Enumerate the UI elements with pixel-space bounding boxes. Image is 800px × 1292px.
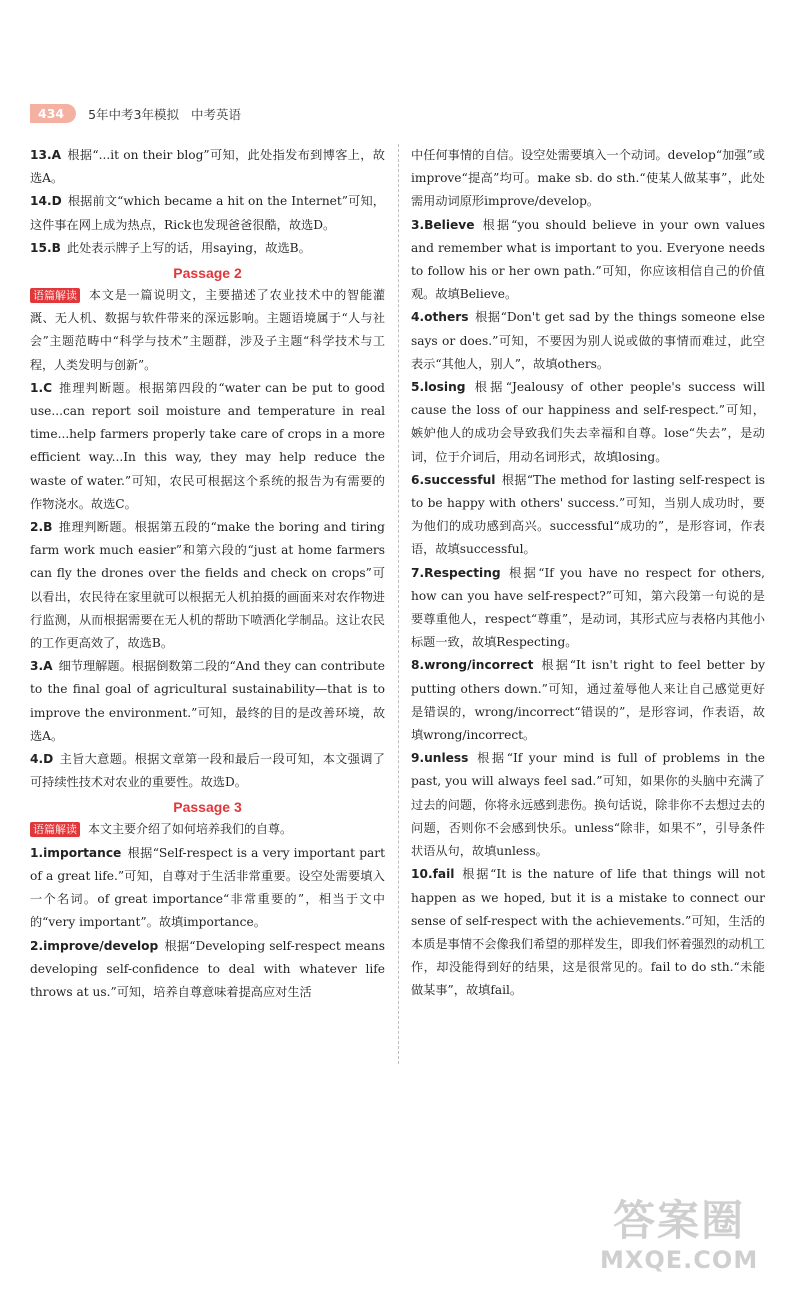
answer-item: 3.A 细节理解题。根据倒数第二段的“And they can contribute to the final goal of agricultural sustainability—that is to improve the environment.”可知，最终的目的是改善环境，故选A。 <box>30 659 385 743</box>
answer-item: 8.wrong/incorrect 根据“It isn't right to feel better by putting others down.”可知，通过羞辱他人来让自己感觉更好是错误的，wrong/incorrect“错误的”，是形容词，作表语，故填wrong/incorrect。 <box>411 658 765 743</box>
answer-item: 1.C 推理判断题。根据第四段的“water can be put to good use...can report soil moisture and temperature in real time...help farmers properly take care of crops in a more efficient way...In this way, they may help reduce the waste of water.”可知，农民可根据这个系统的报告为有需要的作物浇水。故选C。 <box>30 380 385 511</box>
passage-3-title: Passage 3 <box>173 799 242 816</box>
page-header <box>30 104 241 123</box>
reading-tag: 语篇解读 <box>30 288 80 303</box>
answer-item: 6.successful 根据“The method for lasting self-respect is to be happy with others' success.”可知，当别人成功时，要为他们的成功感到高兴。successful“成功的”，是形容词，作表语，故填successful。 <box>411 472 765 557</box>
page-number: 434 <box>30 104 76 123</box>
answer-item: 10.fail 根据“It is the nature of life that things will not happen as we hoped, but it is a mistake to connect our sense of self-respect with the achievements.”可知，生活的本质是事情不会像我们希望的那样发生，即我们怀着强烈的动机工作，却没能得到好的结果，这是很常见的。fail to do sth.“未能做某事”，故填fail。 <box>411 867 765 998</box>
answer-item: 3.Believe 根据“you should believe in your own values and remember what is important to you. Everyone needs to follow his or her own path.”可知，你应该相信自己的价值观。故填Believe。 <box>411 217 765 302</box>
answer-item: 15.B 此处表示牌子上写的话，用saying，故选B。 <box>30 240 311 255</box>
passage-2-intro: 语篇解读 本文是一篇说明文，主要描述了农业技术中的智能灌溉、无人机、数据与软件带来的深远影响。主题语境属于“人与社会”主题范畴中“科学与技术”主题群，涉及子主题“科学技术与工程，人类发明与创新”。 <box>30 288 385 372</box>
answer-item: 1.importance 根据“Self-respect is a very important part of a great life.”可知，自尊对于生活非常重要。设空处需要填入一个名词。of great importance“非常重要的”，相当于文中的“very important”。故填importance。 <box>30 845 385 930</box>
subject-label: 中考英语 <box>191 106 242 122</box>
answer-item: 13.A 根据“...it on their blog”可知，此处指发布到博客上，故选A。 <box>30 148 385 186</box>
answer-item: 4.others 根据“Don't get sad by the things someone else says or does.”可知，不要因为别人说或做的事情而难过，此空表示“其他人，别人”，故填others。 <box>411 310 765 371</box>
answer-item: 2.B 推理判断题。根据第五段的“make the boring and tiring farm work much easier”和第六段的“just at home farmers can fly the drones over the fields and check on crops”可以看出，农民待在家里就可以根据无人机拍摄的画面来对农作物进行监测，从而根据需要在无人机的帮助下喷洒化学制品。这让农民的工作更高效了，故选B。 <box>30 520 385 651</box>
answer-item: 4.D 主旨大意题。根据文章第一段和最后一段可知，本文强调了可持续性技术对农业的重要性。故选D。 <box>30 752 385 790</box>
left-column <box>30 144 385 1004</box>
reading-tag: 语篇解读 <box>30 822 80 837</box>
answer-item: 7.Respecting 根据“If you have no respect for others, how can you have self-respect?”可知，第六段第一句说的是要尊重他人，respect“尊重”，是动词，其形式应与表格内其他小标题一致，故填Respecting。 <box>411 565 765 650</box>
passage-3-intro: 语篇解读 本文主要介绍了如何培养我们的自尊。 <box>30 818 385 841</box>
answer-item: 9.unless 根据“If your mind is full of problems in the past, you will always feel sad.”可知，如果你的头脑中充满了过去的问题，你将永远感到悲伤。换句话说，除非你不去想过去的问题，否则你不会感到快乐。unless“除非，如果不”，引导条件状语从句，故填unless。 <box>411 751 765 859</box>
watermark-logo: 答案圈 MXQE.COM <box>600 1196 759 1274</box>
right-column <box>411 144 765 1003</box>
answer-item: 2.improve/develop 根据“Developing self-respect means developing self-confidence to deal with whatever life throws at us.”可知，培养自尊意味着提高应对生活 <box>30 938 385 999</box>
answer-item: 14.D 根据前文“which became a hit on the Internet”可知，这件事在网上成为热点，Rick也发现爸爸很酷，故选D。 <box>30 194 385 232</box>
column-divider <box>398 144 399 1064</box>
book-title: 5年中考3年模拟 <box>88 106 179 122</box>
answer-item: 5.losing 根据“Jealousy of other people's success will cause the loss of our happiness and self-respect.”可知，嫉妒他人的成功会导致我们失去幸福和自尊。lose“失去”，是动词，位于介词后，用动名词形式，故填losing。 <box>411 380 765 464</box>
passage-2-title: Passage 2 <box>173 265 242 282</box>
answer-item-continued: 中任何事情的自信。设空处需要填入一个动词。develop“加强”或improve“提高”均可。make sb. do sth.“使某人做某事”，此处需用动词原形improve/develop。 <box>411 148 765 209</box>
